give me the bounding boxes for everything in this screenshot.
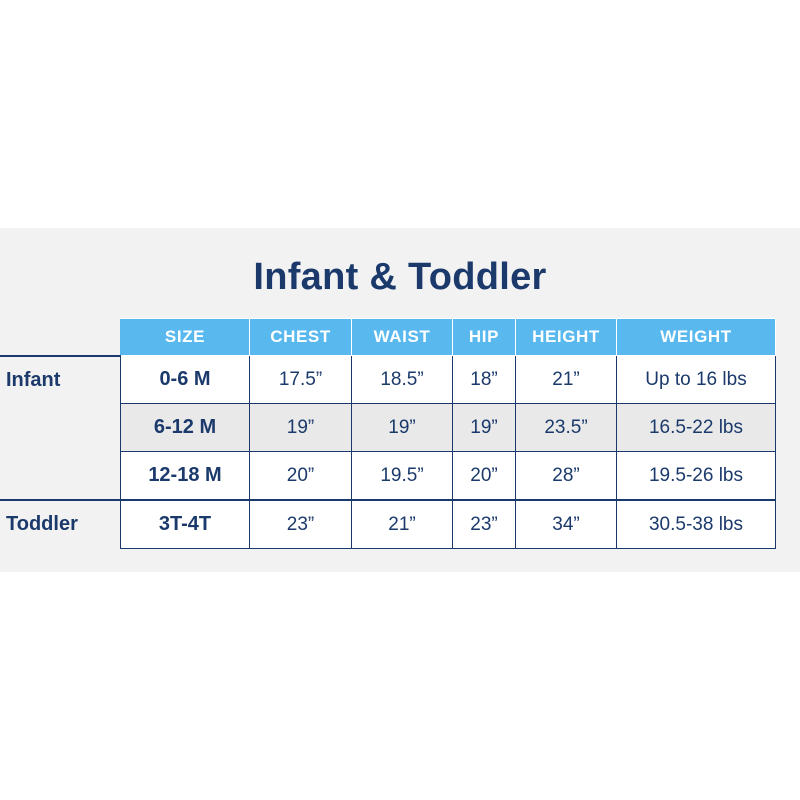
cell-height: 21” (516, 356, 617, 404)
column-header-waist: WAIST (352, 319, 453, 356)
cell-hip: 23” (453, 500, 516, 549)
cell-height: 23.5” (516, 404, 617, 452)
group-label-infant: Infant (0, 356, 121, 404)
table-row (0, 404, 776, 452)
group-label-empty (0, 452, 121, 501)
group-label-empty (0, 404, 121, 452)
table-header (0, 319, 776, 356)
cell-weight: 19.5-26 lbs (617, 452, 776, 501)
table-body (0, 356, 776, 549)
cell-height: 28” (516, 452, 617, 501)
cell-weight: Up to 16 lbs (617, 356, 776, 404)
table-header-row (0, 319, 776, 356)
table-row (0, 356, 776, 404)
column-header-hip: HIP (453, 319, 516, 356)
cell-waist: 19” (352, 404, 453, 452)
cell-hip: 18” (453, 356, 516, 404)
group-label-toddler: Toddler (0, 500, 121, 549)
cell-weight: 30.5-38 lbs (617, 500, 776, 549)
column-header-size: SIZE (121, 319, 250, 356)
column-header-chest: CHEST (250, 319, 352, 356)
cell-size: 0-6 M (121, 356, 250, 404)
column-header-height: HEIGHT (516, 319, 617, 356)
cell-weight: 16.5-22 lbs (617, 404, 776, 452)
cell-hip: 19” (453, 404, 516, 452)
group-label-header (0, 319, 121, 356)
cell-size: 3T-4T (121, 500, 250, 549)
column-header-weight: WEIGHT (617, 319, 776, 356)
cell-waist: 18.5” (352, 356, 453, 404)
page-title: Infant & Toddler (253, 256, 547, 298)
cell-height: 34” (516, 500, 617, 549)
size-chart-table (0, 318, 776, 549)
cell-size: 12-18 M (121, 452, 250, 501)
cell-size: 6-12 M (121, 404, 250, 452)
cell-waist: 19.5” (352, 452, 453, 501)
table-row (0, 500, 776, 549)
cell-chest: 17.5” (250, 356, 352, 404)
cell-chest: 23” (250, 500, 352, 549)
size-chart-table-wrapper (0, 318, 800, 549)
cell-chest: 19” (250, 404, 352, 452)
cell-hip: 20” (453, 452, 516, 501)
cell-chest: 20” (250, 452, 352, 501)
cell-waist: 21” (352, 500, 453, 549)
table-row (0, 452, 776, 501)
